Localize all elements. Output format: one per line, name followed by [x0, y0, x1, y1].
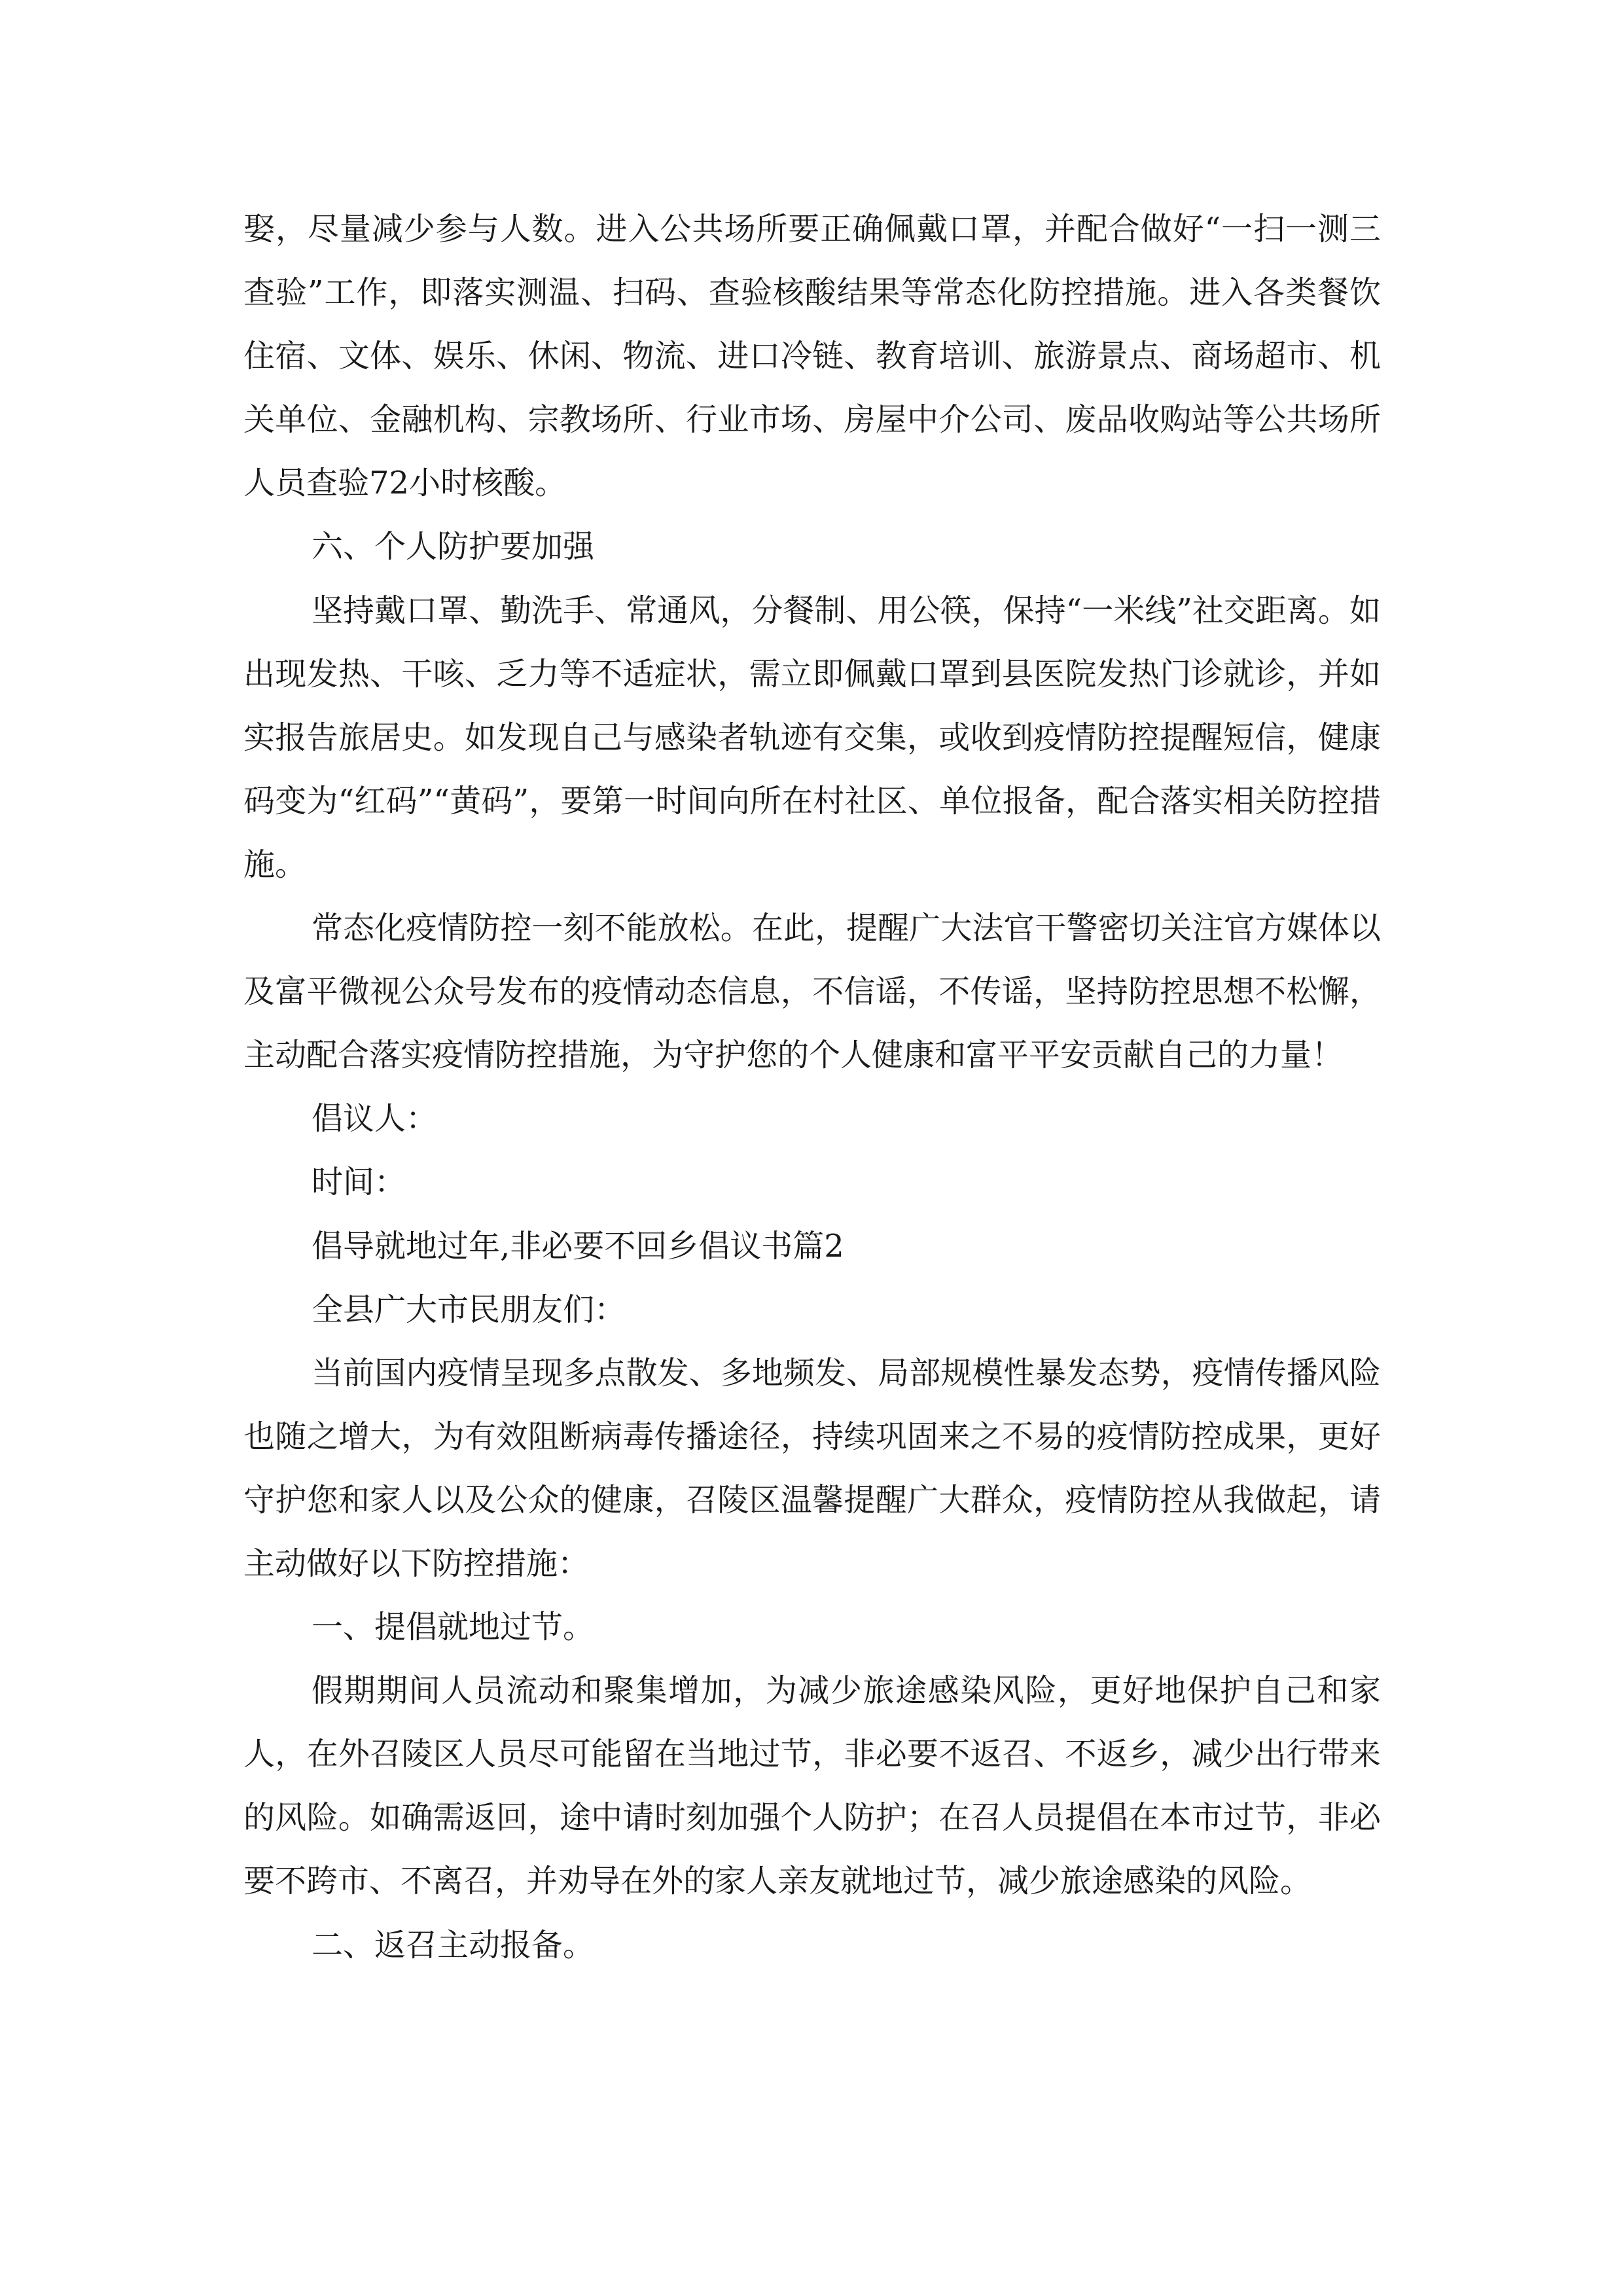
heading-item-two: 二、返召主动报备。 — [312, 1926, 595, 1964]
document-body — [243, 198, 1381, 1977]
paragraph-continuation-public-places: 娶，尽量减少参与人数。进入公共场所要正确佩戴口罩，并配合做好“一扫一测三查验”工作，即落实测温、扫码、查验核酸结果等常态化防控措施。进入各类餐饮住宿、文体、娱乐、休闲、物流、进口冷链、教育培训、旅游景点、商场超市、机关单位、金融机构、宗教场所、行业市场、房屋中介公司、废品收购站等公共场所人员查验72小时核酸。 — [243, 211, 1381, 502]
heading-item-one: 一、提倡就地过节。 — [312, 1609, 595, 1646]
initiator-label: 倡议人： — [312, 1100, 438, 1138]
salutation: 全县广大市民朋友们： — [312, 1291, 626, 1328]
paragraph-personal-protection: 坚持戴口罩、勤洗手、常通风，分餐制、用公筷，保持“一米线”社交距离。如出现发热、干咳、乏力等不适症状，需立即佩戴口罩到县医院发热门诊就诊，并如实报告旅居史。如发现自己与感染者轨迹有交集，或收到疫情防控提醒短信，健康码变为“红码”“黄码”，要第一时间向所在村社区、单位报备，配合落实相关防控措施。 — [243, 592, 1381, 883]
heading-section-six-personal-protection: 六、个人防护要加强 — [312, 528, 595, 565]
paragraph-epidemic-situation: 当前国内疫情呈现多点散发、多地频发、局部规模性暴发态势，疫情传播风险也随之增大，为有效阻断病毒传播途径，持续巩固来之不易的疫情防控成果，更好守护您和家人以及公众的健康，召陵区温馨提醒广大群众，疫情防控从我做起，请主动做好以下防控措施： — [243, 1354, 1381, 1582]
section-title-part-2: 倡导就地过年,非必要不回乡倡议书篇2 — [312, 1227, 844, 1265]
date-label: 时间： — [312, 1164, 406, 1201]
paragraph-stay-local: 假期期间人员流动和聚集增加，为减少旅途感染风险，更好地保护自己和家人，在外召陵区人员尽可能留在当地过节，非必要不返召、不返乡，减少出行带来的风险。如确需返回，途中请时刻加强个人防护；在召人员提倡在本市过节，非必要不跨市、不离召，并劝导在外的家人亲友就地过节，减少旅途感染的风险。 — [243, 1672, 1381, 1900]
paragraph-closing-reminder: 常态化疫情防控一刻不能放松。在此，提醒广大法官干警密切关注官方媒体以及富平微视公众号发布的疫情动态信息，不信谣，不传谣，坚持防控思想不松懈，主动配合落实疫情防控措施，为守护您的个人健康和富平平安贡献自己的力量！ — [243, 910, 1381, 1074]
